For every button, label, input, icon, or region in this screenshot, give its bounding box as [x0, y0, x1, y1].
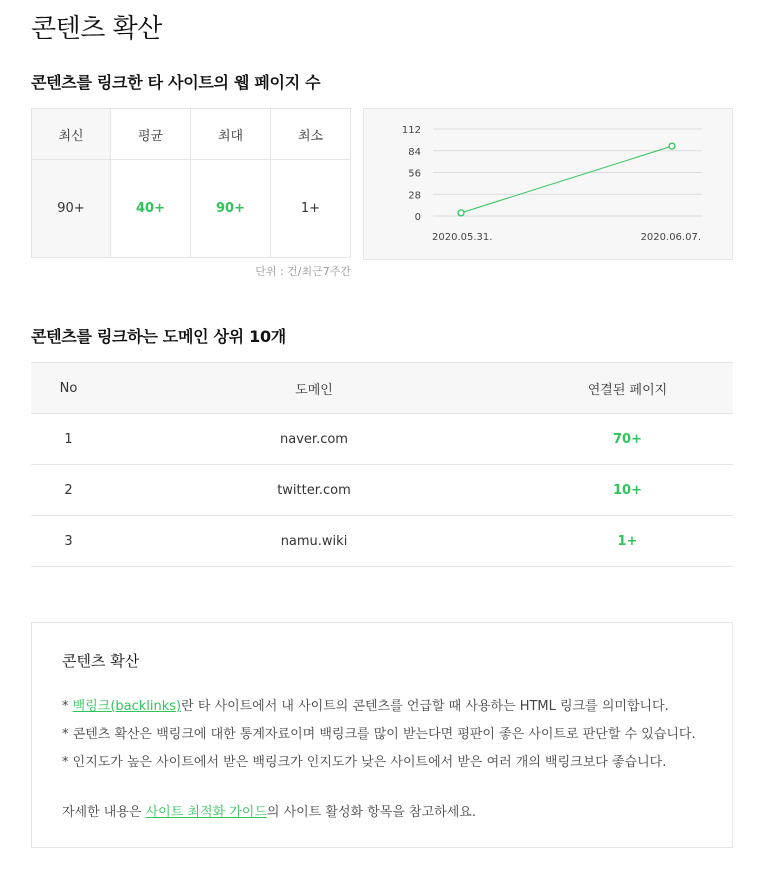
stat-value-latest: 90+: [32, 160, 111, 257]
page-title: 콘텐츠 확산: [31, 14, 162, 44]
row-no: 1: [31, 414, 106, 465]
table-row: [31, 414, 733, 465]
info-line-backlink-definition: [62, 695, 669, 714]
info-line-guide: [62, 801, 476, 820]
unit-note: 단위 : 건/최근7주간: [255, 265, 351, 278]
info-line-prefix: 자세한 내용은: [62, 805, 146, 820]
row-domain: namu.wiki: [106, 516, 522, 567]
table-header-row: [31, 363, 733, 414]
column-header-no: No: [31, 363, 106, 414]
x-tick-label: 2020.05.31.: [432, 232, 493, 243]
backlink-stats-table: [31, 108, 351, 258]
site-optimization-guide-link[interactable]: 사이트 최적화 가이드: [145, 805, 267, 820]
info-line-text: 란 타 사이트에서 내 사이트의 콘텐츠를 언급할 때 사용하는 HTML 링크를 의미합니다.: [181, 699, 669, 714]
column-header-linked-pages: 연결된 페이지: [522, 363, 733, 414]
stat-header-average: 평균: [111, 109, 191, 160]
info-title: 콘텐츠 확산: [62, 652, 140, 670]
row-no: 3: [31, 516, 106, 567]
info-box: [31, 622, 733, 848]
y-tick-label: 0: [414, 212, 421, 223]
top-domains-table: [31, 362, 733, 567]
section-title-top-domains: 콘텐츠를 링크하는 도메인 상위 10개: [31, 327, 286, 346]
info-line-statistics: * 콘텐츠 확산은 백링크에 대한 통계자료이며 백링크를 많이 받는다면 평판이 좋은 사이트로 판단할 수 있습니다.: [62, 727, 696, 742]
info-line-reputation: * 인지도가 높은 사이트에서 받은 백링크가 인지도가 낮은 사이트에서 받은 여러 개의 백링크보다 좋습니다.: [62, 755, 667, 770]
section-title-backlink-pages: 콘텐츠를 링크한 타 사이트의 웹 페이지 수: [31, 73, 321, 92]
row-no: 2: [31, 465, 106, 516]
column-header-domain: 도메인: [106, 363, 522, 414]
backlink-trend-chart: [363, 108, 733, 260]
y-tick-label: 84: [408, 146, 421, 158]
row-linked-pages: 1+: [522, 516, 733, 567]
data-point: [669, 143, 675, 149]
stat-value-min: 1+: [271, 160, 350, 257]
row-linked-pages: 70+: [522, 414, 733, 465]
series-line: [461, 146, 672, 213]
data-point: [458, 210, 464, 216]
y-tick-label: 112: [401, 125, 421, 136]
stat-value-max: 90+: [191, 160, 271, 257]
info-line-text: 의 사이트 활성화 항목을 참고하세요.: [266, 805, 476, 820]
stat-header-max: 최대: [191, 109, 271, 160]
stat-header-min: 최소: [271, 109, 350, 160]
stat-value-average: 40+: [111, 160, 191, 257]
info-line-prefix: *: [62, 699, 73, 714]
y-tick-label: 56: [408, 168, 421, 180]
row-domain: naver.com: [106, 414, 522, 465]
x-tick-label: 2020.06.07.: [640, 232, 701, 243]
chart-svg: [364, 109, 734, 261]
y-tick-label: 28: [408, 190, 421, 202]
table-row: [31, 465, 733, 516]
row-linked-pages: 10+: [522, 465, 733, 516]
backlinks-link[interactable]: 백링크(backlinks): [72, 699, 182, 714]
stat-header-latest: 최신: [32, 109, 111, 160]
table-row: [31, 516, 733, 567]
row-domain: twitter.com: [106, 465, 522, 516]
